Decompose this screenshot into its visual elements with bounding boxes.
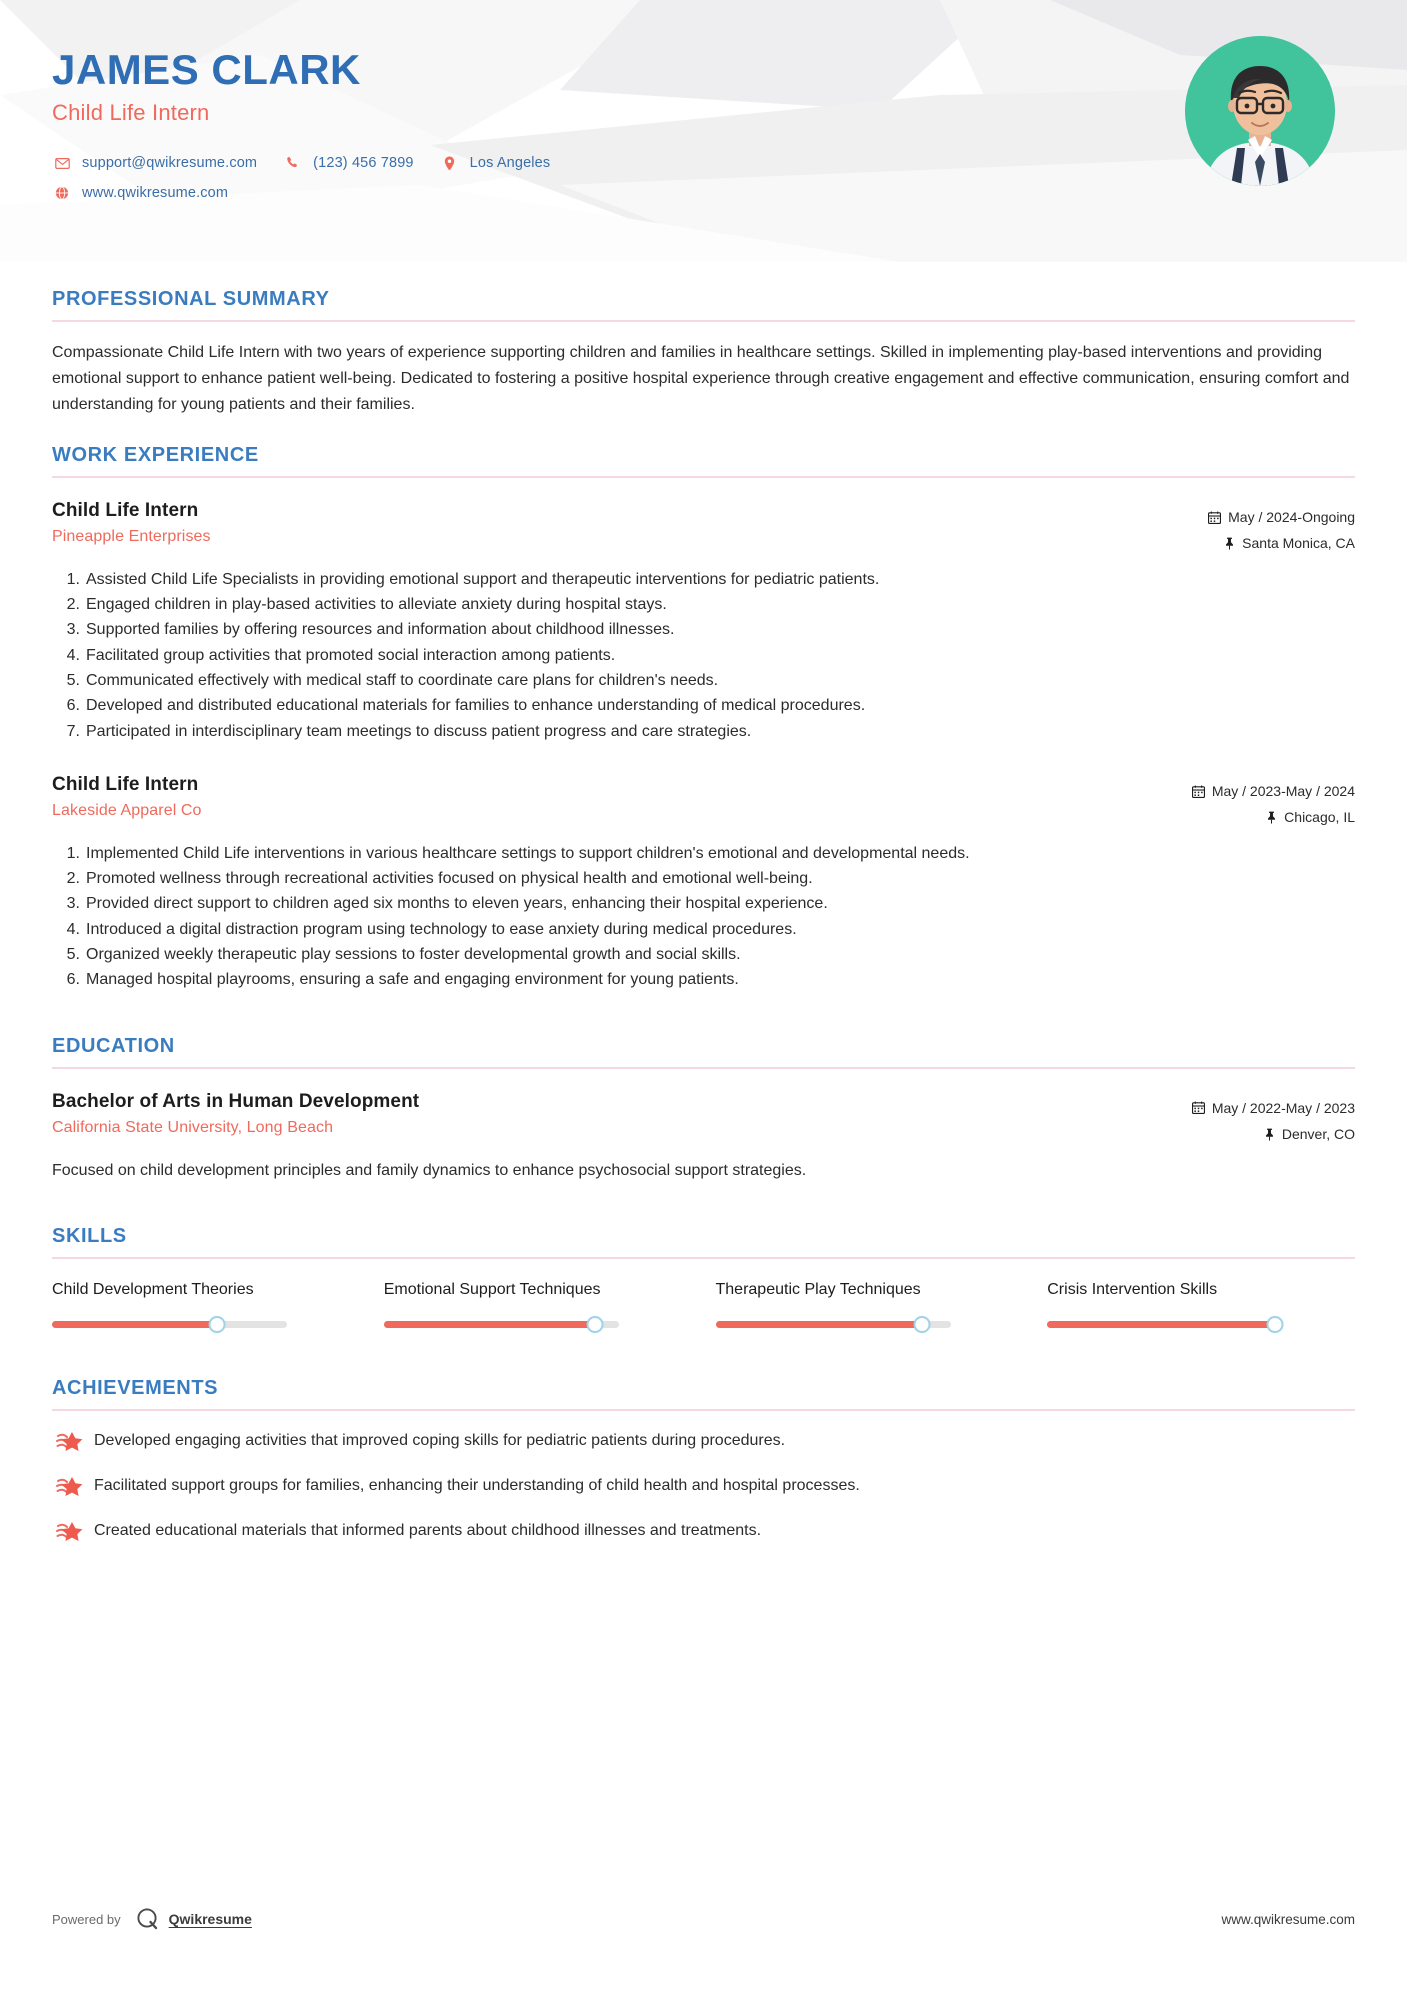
education-entry-left [52, 1091, 1192, 1137]
bullet-item: Organized weekly therapeutic play sessions to foster developmental growth and social skills. [86, 946, 741, 964]
experience-entry [52, 500, 1355, 744]
globe-icon [52, 186, 72, 200]
education-location-row [1192, 1121, 1355, 1148]
skill-item [1047, 1279, 1355, 1333]
star-badge-icon [52, 1519, 86, 1546]
contact-location-text: Los Angeles [469, 155, 551, 172]
contact-phone[interactable] [283, 155, 413, 171]
bullet-item: Supported families by offering resources and information about childhood illnesses. [86, 621, 675, 639]
phone-icon [283, 156, 303, 170]
experience-entry-meta [1208, 500, 1355, 557]
contact-row-secondary [52, 178, 1407, 208]
section-title-skills: SKILLS [52, 1225, 127, 1248]
avatar-photo [1185, 36, 1335, 186]
section-work-experience [52, 444, 1355, 993]
experience-entry-left [52, 500, 1208, 546]
pushpin-icon [1224, 537, 1235, 550]
avatar [1185, 36, 1335, 186]
experience-entry [52, 774, 1355, 993]
experience-entry-meta [1192, 774, 1355, 831]
contact-location [440, 155, 551, 171]
footer-brand-group [52, 1906, 252, 1932]
bullet-item: Promoted wellness through recreational activities focused on physical health and emotional well-being. [86, 870, 813, 888]
achievement-item [52, 1474, 1355, 1501]
section-divider [52, 1067, 1355, 1069]
bullet-item: Developed and distributed educational materials for families to enhance understanding of medical procedures. [86, 697, 866, 715]
section-divider [52, 1409, 1355, 1411]
experience-entry-header [52, 774, 1355, 831]
experience-location: Santa Monica, CA [1242, 535, 1355, 552]
job-title: Child Life Intern [52, 100, 210, 126]
skills-grid [52, 1279, 1355, 1333]
experience-dates-row [1208, 504, 1355, 531]
footer-website[interactable]: www.qwikresume.com [1221, 1911, 1355, 1927]
section-title-summary: PROFESSIONAL SUMMARY [52, 288, 330, 310]
skill-knob[interactable] [914, 1316, 931, 1333]
calendar-icon [1192, 1101, 1205, 1114]
skill-label: Child Development Theories [52, 1281, 254, 1299]
achievement-item [52, 1519, 1355, 1546]
contact-website-text: www.qwikresume.com [82, 185, 229, 202]
skill-knob[interactable] [587, 1316, 604, 1333]
bullet-item: Facilitated group activities that promoted social interaction among patients. [86, 646, 616, 664]
section-professional-summary [52, 288, 1355, 418]
powered-by-label: Powered by [52, 1911, 121, 1927]
section-title-achievements: ACHIEVEMENTS [52, 1377, 219, 1400]
experience-bullets [52, 567, 1355, 744]
calendar-icon [1208, 511, 1221, 524]
achievement-text: Facilitated support groups for families, enhancing their understanding of child health and hospital processes. [94, 1477, 860, 1495]
contact-website[interactable] [52, 185, 228, 201]
education-location: Denver, CO [1281, 1126, 1355, 1143]
summary-text: Compassionate Child Life Intern with two years of experience supporting children and families in healthcare settings. Skilled in implementing play-based interventions and providing emotional support to enhance patient well-being. Dedicated to fostering a positive hospital experience through creative engagement and effective communication, ensuring comfort and understanding for young patients and their families. [52, 344, 1350, 413]
skill-slider[interactable] [1047, 1315, 1282, 1333]
experience-entry-left [52, 774, 1192, 820]
section-title-experience: WORK EXPERIENCE [52, 443, 259, 466]
star-badge-icon [52, 1429, 86, 1456]
experience-dates: May / 2023-May / 2024 [1211, 782, 1355, 799]
envelope-icon [52, 158, 72, 169]
experience-organization: Pineapple Enterprises [52, 527, 211, 545]
section-title-education: EDUCATION [52, 1034, 175, 1057]
section-divider [52, 1257, 1355, 1259]
education-school: California State University, Long Beach [52, 1118, 334, 1136]
education-dates: May / 2022-May / 2023 [1211, 1099, 1355, 1116]
education-description: Focused on child development principles and family dynamics to enhance psychosocial support strategies. [52, 1161, 807, 1179]
contact-phone-text: (123) 456 7899 [313, 155, 414, 172]
footer [52, 1906, 1355, 1932]
bullet-item: Communicated effectively with medical staff to coordinate care plans for children's needs. [86, 671, 719, 689]
achievements-list [52, 1429, 1355, 1546]
section-divider [52, 320, 1355, 322]
skill-item [384, 1279, 692, 1333]
education-degree: Bachelor of Arts in Human Development [52, 1090, 420, 1112]
experience-dates: May / 2024-Ongoing [1228, 508, 1355, 525]
experience-dates-row [1192, 778, 1355, 805]
experience-bullets [52, 841, 1355, 993]
skill-knob[interactable] [208, 1316, 225, 1333]
achievement-item [52, 1429, 1355, 1456]
pushpin-icon [1266, 811, 1277, 824]
experience-organization: Lakeside Apparel Co [52, 801, 202, 819]
skill-slider[interactable] [52, 1315, 287, 1333]
page-title: JAMES CLARK [52, 46, 361, 93]
skill-label: Emotional Support Techniques [383, 1281, 601, 1299]
experience-location-row [1208, 530, 1355, 557]
section-achievements [52, 1377, 1355, 1546]
bullet-item: Provided direct support to children aged six months to eleven years, enhancing their hospital experience. [86, 895, 828, 913]
qwikresume-logo-icon [135, 1906, 161, 1932]
resume-header [0, 0, 1407, 262]
bullet-item: Introduced a digital distraction program using technology to ease anxiety during medical procedures. [86, 920, 797, 938]
skill-fill [384, 1321, 596, 1328]
experience-role: Child Life Intern [52, 499, 199, 521]
skill-item [716, 1279, 1024, 1333]
bullet-item: Implemented Child Life interventions in various healthcare settings to support children's emotional and developmental needs. [86, 844, 970, 862]
bullet-item: Engaged children in play-based activities to alleviate anxiety during hospital stays. [86, 596, 667, 614]
map-pin-icon [440, 156, 460, 171]
skill-knob[interactable] [1267, 1316, 1284, 1333]
qwikresume-brand-name[interactable]: Qwikresume [168, 1911, 252, 1927]
experience-location-row [1192, 804, 1355, 831]
education-entry-header [52, 1091, 1355, 1148]
skill-fill [52, 1321, 217, 1328]
skill-fill [716, 1321, 923, 1328]
skill-slider[interactable] [384, 1315, 619, 1333]
contact-email[interactable] [52, 155, 257, 171]
experience-entry-header [52, 500, 1355, 557]
section-skills [52, 1225, 1355, 1333]
experience-role: Child Life Intern [52, 773, 199, 795]
calendar-icon [1192, 785, 1205, 798]
skill-slider[interactable] [716, 1315, 951, 1333]
education-dates-row [1192, 1095, 1355, 1122]
section-education [52, 1035, 1355, 1184]
skill-label: Therapeutic Play Techniques [715, 1281, 921, 1299]
skill-label: Crisis Intervention Skills [1047, 1281, 1218, 1299]
achievement-text: Developed engaging activities that improved coping skills for pediatric patients during procedures. [94, 1432, 786, 1450]
pushpin-icon [1264, 1128, 1275, 1141]
skill-item [52, 1279, 360, 1333]
star-badge-icon [52, 1474, 86, 1501]
experience-location: Chicago, IL [1284, 809, 1355, 826]
education-entry [52, 1091, 1355, 1184]
section-divider [52, 476, 1355, 478]
bullet-item: Assisted Child Life Specialists in providing emotional support and therapeutic interventions for pediatric patients. [86, 570, 880, 588]
contact-email-text: support@qwikresume.com [82, 155, 258, 172]
bullet-item: Managed hospital playrooms, ensuring a safe and engaging environment for young patients. [86, 971, 739, 989]
skill-fill [1047, 1321, 1275, 1328]
education-entry-meta [1192, 1091, 1355, 1148]
achievement-text: Created educational materials that informed parents about childhood illnesses and treatments. [94, 1522, 762, 1540]
bullet-item: Participated in interdisciplinary team meetings to discuss patient progress and care strategies. [86, 722, 752, 740]
